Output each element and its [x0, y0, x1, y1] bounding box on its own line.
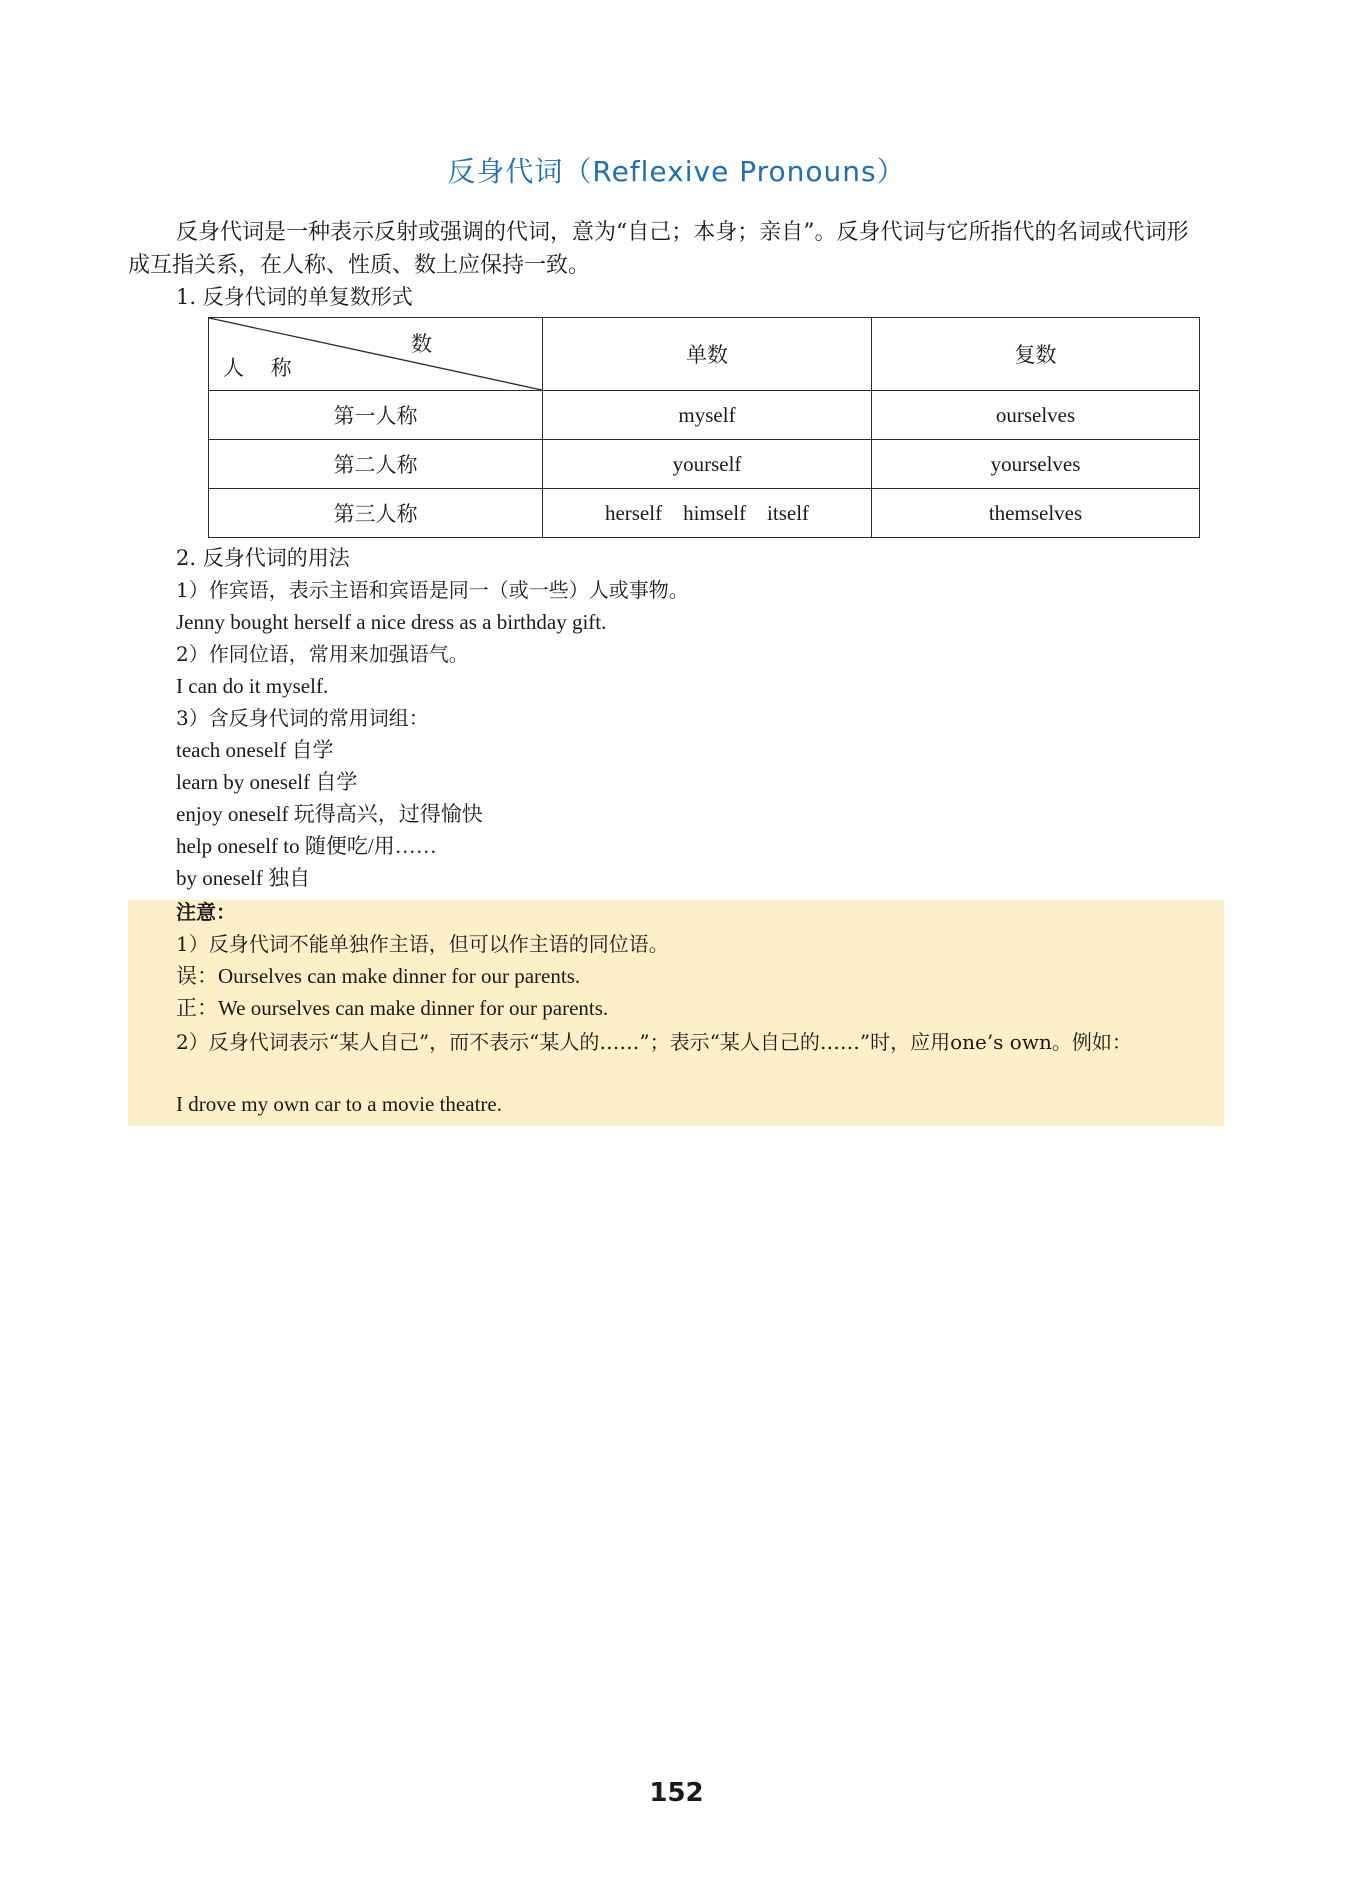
intro-paragraph: 反身代词是一种表示反射或强调的代词，意为“自己；本身；亲自”。反身代词与它所指代的名词或代词形成互指关系，在人称、性质、数上应保持一致。	[128, 220, 1189, 278]
note-title: 注意：	[176, 900, 236, 924]
reflexive-forms-table	[208, 317, 1200, 538]
phrase-item: help oneself to 随便吃/用……	[176, 834, 437, 858]
note-item: 1）反身代词不能单独作主语，但可以作主语的同位语。	[176, 932, 669, 956]
corner-number-label: 数	[411, 332, 432, 356]
usage-example: I can do it myself.	[176, 674, 329, 698]
note-wrong-example: 误：Ourselves can make dinner for our parents.	[176, 964, 581, 988]
usage-item-phrases: 3）含反身代词的常用词组：	[176, 706, 429, 730]
table-row	[209, 489, 1200, 538]
singular-cell: herself himself itself	[543, 489, 872, 538]
usage-item-object: 1）作宾语，表示主语和宾语是同一（或一些）人或事物。	[176, 578, 689, 602]
singular-cell: myself	[543, 391, 872, 440]
table-corner-cell	[209, 318, 543, 391]
page-title: 反身代词（Reflexive Pronouns）	[447, 155, 906, 188]
usage-item-appositive: 2）作同位语，常用来加强语气。	[176, 642, 469, 666]
note-item: 2）反身代词表示“某人自己”，而不表示“某人的……”；表示“某人自己的……”时，应用one’s own。例如：	[176, 1030, 1132, 1054]
phrase-item: teach oneself 自学	[176, 738, 334, 762]
table-row	[209, 440, 1200, 489]
note-example: I drove my own car to a movie theatre.	[176, 1092, 502, 1116]
phrase-item: by oneself 独自	[176, 866, 311, 890]
table-row	[209, 391, 1200, 440]
phrase-item: enjoy oneself 玩得高兴，过得愉快	[176, 802, 483, 826]
section1-heading: 1. 反身代词的单复数形式	[176, 285, 413, 309]
person-cell: 第二人称	[209, 440, 543, 489]
singular-cell: yourself	[543, 440, 872, 489]
phrase-item: learn by oneself 自学	[176, 770, 358, 794]
plural-cell: themselves	[872, 489, 1200, 538]
column-header-singular: 单数	[543, 318, 872, 391]
person-cell: 第一人称	[209, 391, 543, 440]
table-header-row	[209, 318, 1200, 391]
note-right-example: 正：We ourselves can make dinner for our parents.	[176, 996, 609, 1020]
usage-example: Jenny bought herself a nice dress as a birthday gift.	[176, 610, 607, 634]
section2-heading: 2. 反身代词的用法	[176, 546, 350, 570]
plural-cell: yourselves	[872, 440, 1200, 489]
corner-person-label: 人 称	[223, 356, 302, 380]
column-header-plural: 复数	[872, 318, 1200, 391]
plural-cell: ourselves	[872, 391, 1200, 440]
page-number: 152	[649, 1778, 704, 1808]
person-cell: 第三人称	[209, 489, 543, 538]
